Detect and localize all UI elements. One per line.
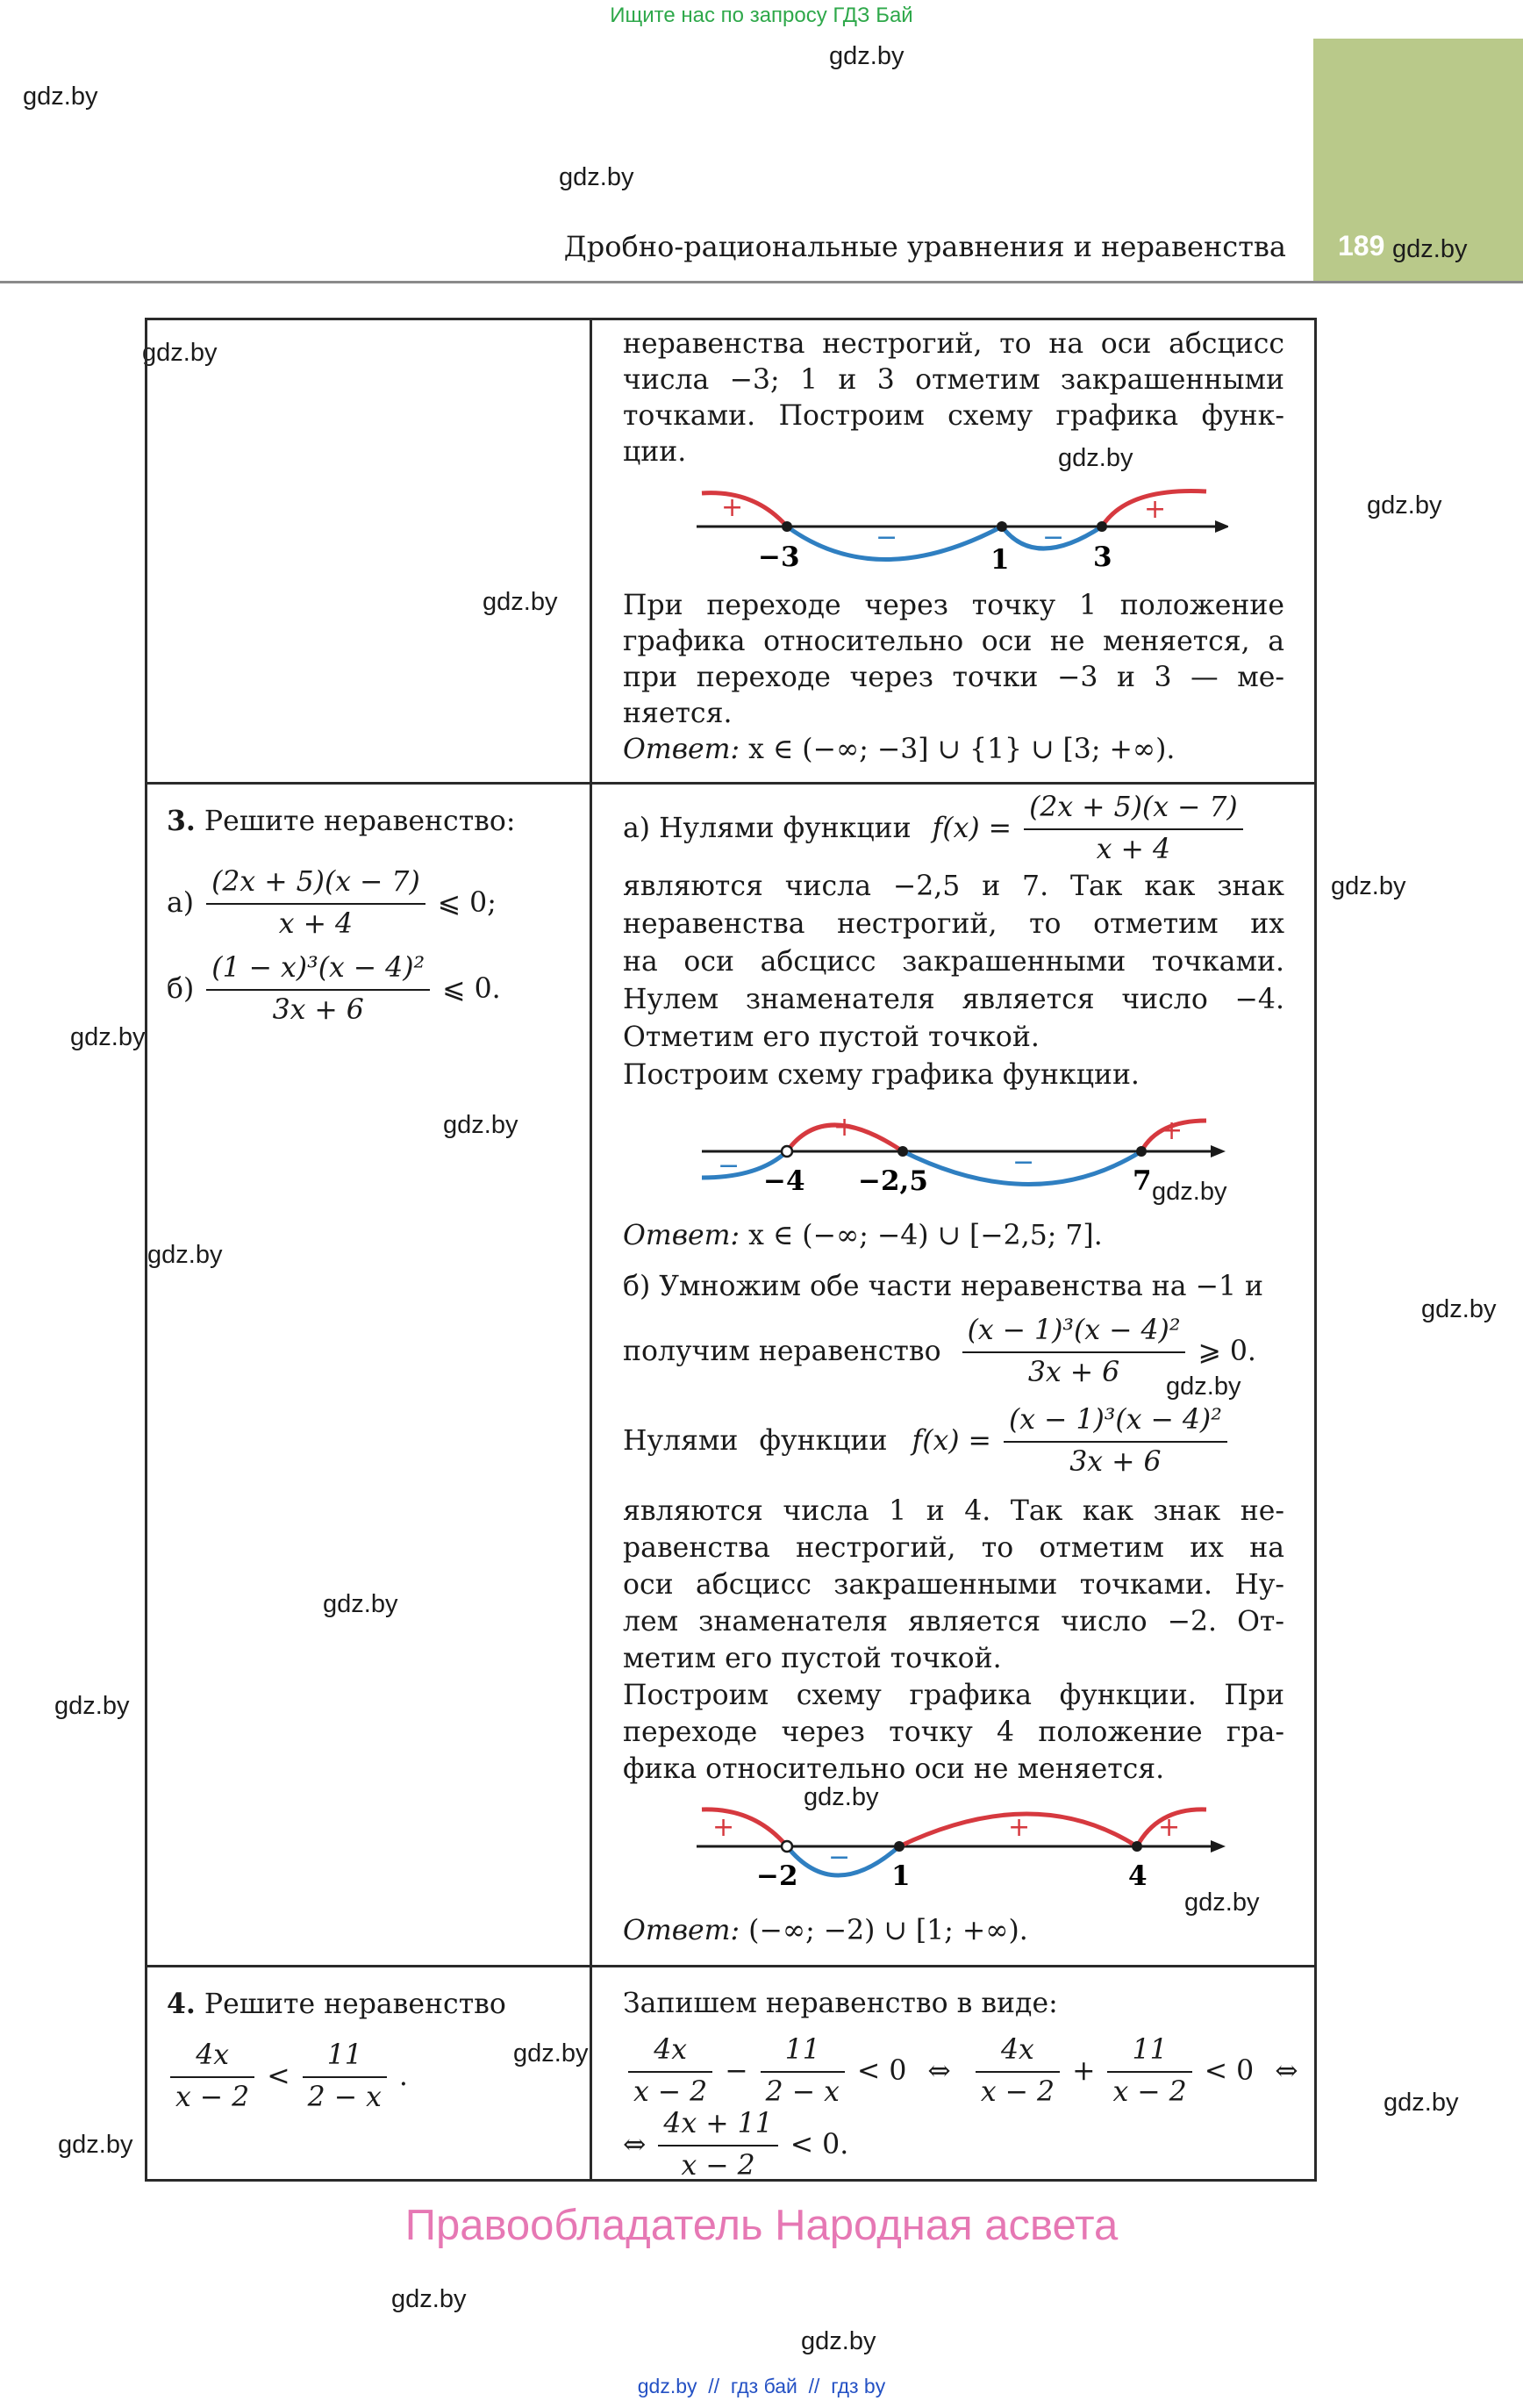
row-divider [145, 1965, 1317, 1967]
watermark: gdz.by [58, 2131, 133, 2159]
filled-point [894, 1841, 905, 1852]
task-3-title [167, 803, 515, 841]
watermark: gdz.by [829, 42, 905, 70]
relation: ⩽ 0. [442, 972, 501, 1005]
sign-label: − [828, 1842, 851, 1873]
watermark: gdz.by [1384, 2089, 1459, 2117]
sign-label: − [876, 522, 898, 553]
watermark: gdz.by [1421, 1295, 1497, 1323]
watermark: gdz.by [804, 1783, 879, 1811]
watermark: gdz.by [1331, 872, 1406, 900]
task-3a [167, 864, 497, 942]
plus-curve [702, 493, 787, 527]
watermark: gdz.by [147, 1241, 223, 1269]
watermark: gdz.by [443, 1111, 518, 1139]
answer-label: Ответ: [623, 1220, 740, 1251]
point-label: −2 [756, 1860, 798, 1892]
watermark: gdz.by [801, 2327, 876, 2355]
watermark: gdz.by [23, 82, 98, 111]
page-number: 189 [1338, 230, 1385, 262]
column-divider [590, 318, 592, 2182]
text-line: Построим схему графика функции. При [623, 1680, 1284, 1711]
text-line: при переходе через точки −3 и 3 — ме- [623, 662, 1284, 693]
sign-label: + [1158, 1812, 1181, 1843]
fraction: $\frac{4x}{x - 2}$ [976, 2032, 1060, 2111]
filled-point [1097, 521, 1107, 532]
text-line: графика относительно оси не меняется, а [623, 626, 1284, 657]
text-line: являются числа −2,5 и 7. Так как знак [623, 871, 1284, 902]
solution-a-intro: а) Нулями функции f(x) = $\frac{(2x + 5)(x - 7)}{x + 4}$ [623, 790, 1247, 868]
text-line: метим его пустой точкой. [623, 1643, 1002, 1674]
running-head: Дробно-рациональные уравнения и неравенства [563, 230, 1286, 263]
text-line: оси абсцисс закрашенными точками. Ну- [623, 1569, 1284, 1601]
solution-b-inequality: получим неравенство $\frac{\text{(x − 1)³(x − 4)²}}{3x + 6}$ ⩾ 0. [623, 1313, 1256, 1391]
point-label: −4 [763, 1165, 805, 1197]
answer-value: x ∈ (−∞; −3] ∪ {1} ∪ [3; +∞). [748, 734, 1176, 765]
watermark: gdz.by [1166, 1372, 1241, 1401]
answer-label: Ответ: [623, 734, 740, 765]
task-number: 3. [167, 805, 196, 837]
fraction: $\frac{(2x + 5)(x - 7)}{x + 4}$ [206, 864, 425, 942]
sign-label: + [721, 492, 744, 523]
answer-value: x ∈ (−∞; −4) ∪ [−2,5; 7]. [748, 1220, 1103, 1251]
text-line: неравенства нестрогий, то на оси абсцисс [623, 328, 1284, 360]
axis-arrow [1215, 520, 1228, 533]
fraction: $\frac{\text{(1 − x)³(x − 4)²}}{3x + 6}$ [206, 950, 430, 1028]
filled-point [997, 521, 1007, 532]
task-3b [167, 950, 501, 1028]
watermark: gdz.by [54, 1692, 130, 1720]
point-label: 3 [1093, 541, 1112, 573]
relation: ⩾ 0. [1198, 1335, 1256, 1367]
answer-line [623, 1218, 1103, 1255]
sign-scheme-a [684, 1107, 1228, 1204]
point-label: 1 [990, 544, 1010, 576]
watermark: gdz.by [1392, 235, 1468, 263]
text-line: няется. [623, 698, 733, 729]
text-line: б) Умножим обе части неравенства на −1 и [623, 1271, 1264, 1302]
sign-label: + [833, 1112, 856, 1143]
watermark: gdz.by [1367, 491, 1442, 520]
top-note: Ищите нас по запросу ГДЗ Бай [610, 4, 913, 27]
point-label: −3 [758, 541, 800, 573]
fraction: $\frac{11}{2 - x}$ [761, 2032, 845, 2111]
empty-point [782, 1146, 792, 1157]
text-line: точками. Построим схему графика функ- [623, 400, 1284, 432]
answer-line [623, 1913, 1028, 1950]
sign-label: + [1008, 1812, 1031, 1843]
text-line: Нулем знаменателя является число −4. [623, 984, 1284, 1015]
row-divider [145, 782, 1317, 785]
watermark: gdz.by [323, 1590, 398, 1618]
text-line: являются числа 1 и 4. Так как знак не- [623, 1495, 1284, 1527]
relation: ⩽ 0; [437, 886, 497, 919]
watermark: gdz.by [483, 588, 558, 616]
fraction: $\frac{4x}{x - 2}$ [628, 2032, 712, 2111]
text-line: При переходе через точку 1 положение [623, 590, 1284, 621]
fraction: $\frac{4x + 11}{x - 2}$ [658, 2106, 777, 2184]
sign-label: − [1042, 522, 1065, 553]
fraction: $\frac{11}{2 - x}$ [303, 2038, 387, 2116]
text-line: Отметим его пустой точкой. [623, 1021, 1040, 1053]
fraction: $\frac{\text{(x − 1)³(x − 4)²}}{3x + 6}$ [1004, 1402, 1227, 1480]
watermark: gdz.by [559, 163, 634, 191]
filled-point [897, 1146, 908, 1157]
task-4-inequality: $\frac{4x}{x - 2}$ < $\frac{11}{2 - x}$ . [167, 2038, 408, 2116]
answer-line [623, 732, 1175, 769]
watermark: gdz.by [1152, 1178, 1227, 1206]
sign-scheme-1 [684, 483, 1228, 579]
sign-label: + [1161, 1115, 1183, 1146]
sign-label: + [712, 1812, 735, 1843]
point-label: 7 [1133, 1165, 1152, 1197]
fraction: $\frac{4x}{x - 2}$ [170, 2038, 254, 2116]
task-number: 4. [167, 1988, 196, 2020]
copyright-owner: Правообладатель Народная асвета [404, 2202, 1119, 2249]
fraction: $\frac{\text{(x − 1)³(x − 4)²}}{3x + 6}$ [962, 1313, 1186, 1391]
text-line: на оси абсцисс закрашенными точками. [623, 946, 1284, 978]
empty-point [782, 1841, 792, 1852]
text-line: ции. [623, 436, 687, 468]
answer-label: Ответ: [623, 1915, 740, 1946]
axis-arrow [1211, 1840, 1226, 1853]
item-label: б) [167, 972, 195, 1005]
text-line: неравенства нестрогий, то отметим их [623, 908, 1284, 940]
text-line: переходе через точку 4 положение гра- [623, 1716, 1284, 1748]
header-rule [0, 281, 1523, 283]
sign-label: − [1012, 1147, 1035, 1178]
fraction: $\frac{(2x + 5)(x - 7)}{x + 4}$ [1024, 790, 1243, 868]
filled-point [782, 521, 792, 532]
transform-line-1: $\frac{4x}{x - 2}$ − $\frac{11}{2 - x}$ < 0 ⇔ $\frac{4x}{x - 2}$ + $\frac{11}{x - 2}$ < 0 ⇔ [625, 2032, 1298, 2111]
task-text: Решите неравенство [204, 1989, 506, 2020]
axis-arrow [1211, 1145, 1226, 1157]
watermark: gdz.by [1184, 1888, 1260, 1917]
text-line: фика относительно оси не меняется. [623, 1753, 1165, 1785]
point-label: −2,5 [858, 1165, 928, 1197]
point-label: 1 [891, 1860, 911, 1892]
task-text: Решите неравенство: [204, 806, 516, 837]
sign-label: + [1144, 494, 1167, 525]
item-label: а) [167, 886, 195, 919]
watermark: gdz.by [391, 2285, 467, 2313]
watermark: gdz.by [513, 2039, 589, 2068]
watermark: gdz.by [1058, 444, 1133, 472]
point-label: 4 [1128, 1860, 1148, 1892]
filled-point [1132, 1841, 1142, 1852]
solution-b-zeros: Нулями функции f(x) = $\frac{\text{(x − 1)³(x − 4)²}}{3x + 6}$ [623, 1402, 1231, 1480]
text-line: Построим схему графика функции. [623, 1059, 1140, 1091]
answer-value: (−∞; −2) ∪ [1; +∞). [748, 1915, 1028, 1946]
fraction: $\frac{11}{x - 2}$ [1107, 2032, 1191, 2111]
watermark: gdz.by [70, 1023, 146, 1051]
filled-point [1136, 1146, 1147, 1157]
text-line: числа −3; 1 и 3 отметим закрашенными [623, 364, 1284, 396]
transform-line-2: ⇔ $\frac{4x + 11}{x - 2}$ < 0. [623, 2106, 848, 2184]
text-line: равенства нестрогий, то отметим их на [623, 1532, 1284, 1564]
task-4-title [167, 1986, 506, 2024]
footer-links[interactable]: gdz.by // гдз бай // гдз by [637, 2375, 886, 2397]
sign-scheme-b [684, 1799, 1228, 1896]
solution-intro: Запишем неравенство в виде: [623, 1988, 1058, 2019]
watermark: gdz.by [142, 339, 218, 367]
sign-label: − [718, 1150, 740, 1181]
text-line: лем знаменателя является число −2. От- [623, 1606, 1284, 1638]
